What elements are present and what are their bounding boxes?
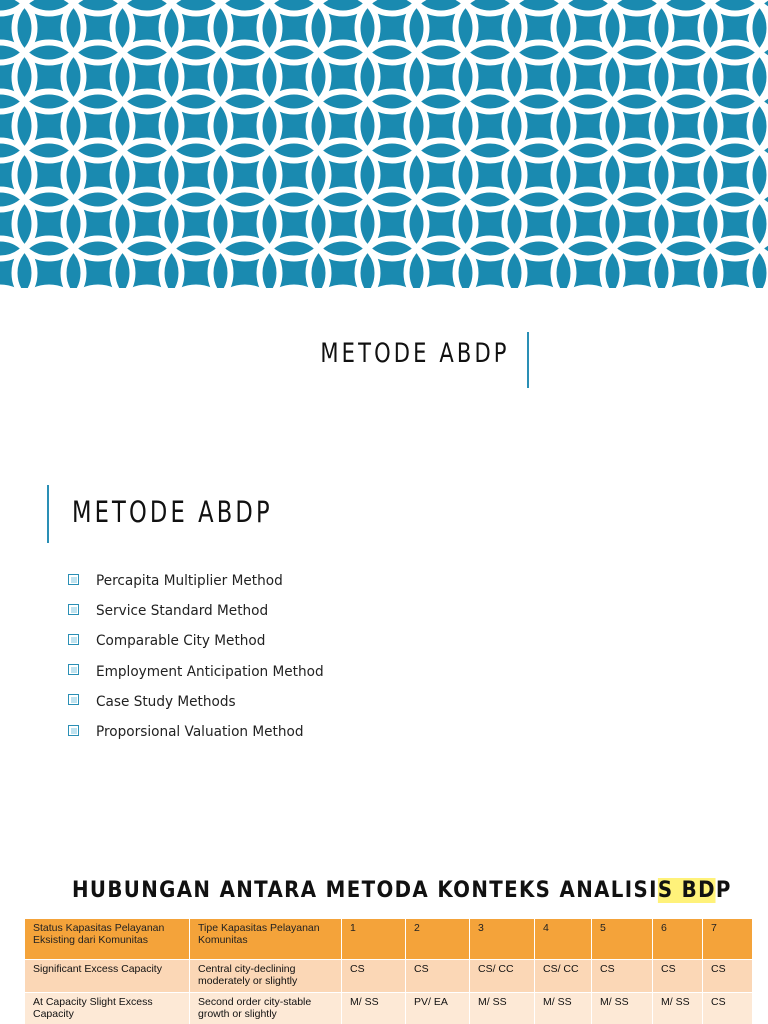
- pattern-ring: [456, 288, 525, 289]
- table-cell: At Capacity Slight Excess Capacity: [25, 993, 190, 1024]
- slide-heading: METODE ABDP: [72, 495, 273, 529]
- pattern-ring: [211, 288, 280, 289]
- checkbox-bullet-icon: [68, 634, 79, 645]
- table-cell: Second order city-stable growth or slightly: [190, 993, 342, 1024]
- pattern-ring: [701, 239, 768, 289]
- table-cell: M/ SS: [653, 993, 703, 1024]
- table-header-cell: 7: [703, 919, 753, 960]
- pattern-ring: [652, 288, 721, 289]
- list-item: Case Study Methods: [68, 687, 338, 717]
- table-cell: M/ SS: [535, 993, 592, 1024]
- pattern-ring: [505, 288, 574, 289]
- table-cell: CS/ CC: [470, 960, 535, 993]
- table-cell: M/ SS: [342, 993, 406, 1024]
- title-slide-header: [0, 330, 768, 390]
- pattern-ring: [64, 288, 133, 289]
- table-row: [25, 960, 753, 993]
- list-item: Employment Anticipation Method: [68, 657, 338, 687]
- checkbox-bullet-icon: [68, 664, 79, 675]
- pattern-ring: [603, 288, 672, 289]
- checkbox-bullet-icon: [68, 604, 79, 615]
- pattern-ring: [554, 288, 623, 289]
- table-header-cell: 1: [342, 919, 406, 960]
- table-cell: M/ SS: [470, 993, 535, 1024]
- heading-text: HUBUNGAN ANTARA METODA KONTEKS ANALISI: [72, 878, 658, 903]
- table-cell: CS: [342, 960, 406, 993]
- table-row: [25, 993, 753, 1024]
- table-header-cell: 6: [653, 919, 703, 960]
- list-item: Percapita Multiplier Method: [68, 566, 338, 596]
- table-header-cell: 5: [592, 919, 653, 960]
- table-cell: CS/ CC: [535, 960, 592, 993]
- table-cell: PV/ EA: [406, 993, 470, 1024]
- checkbox-bullet-icon: [68, 725, 79, 736]
- accent-bar: [47, 485, 49, 543]
- table-header-row: [25, 919, 753, 960]
- list-item: Service Standard Method: [68, 596, 338, 626]
- slide-heading: [72, 878, 732, 903]
- table-cell: CS: [406, 960, 470, 993]
- heading-text-end: P: [715, 878, 732, 903]
- pattern-banner: [0, 0, 768, 288]
- relation-table: [24, 918, 753, 1024]
- table-header-cell: Tipe Kapasitas Pelayanan Komunitas: [190, 919, 342, 960]
- method-list: [68, 566, 338, 747]
- pattern-ring: [701, 288, 768, 289]
- pattern-ring: [15, 288, 84, 289]
- table-cell: CS: [703, 993, 753, 1024]
- table-header-cell: Status Kapasitas Pelayanan Eksisting dari Komunitas: [25, 919, 190, 960]
- table-cell: CS: [653, 960, 703, 993]
- pattern-ring: [309, 288, 378, 289]
- checkbox-bullet-icon: [68, 574, 79, 585]
- pattern-ring: [113, 288, 182, 289]
- list-item: Proporsional Valuation Method: [68, 717, 338, 747]
- table-header-cell: 4: [535, 919, 592, 960]
- list-item: Comparable City Method: [68, 626, 338, 656]
- accent-bar: [527, 332, 529, 388]
- table-cell: CS: [592, 960, 653, 993]
- table-cell: Central city-declining moderately or slightly: [190, 960, 342, 993]
- pattern-ring: [260, 288, 329, 289]
- pattern-ring: [358, 288, 427, 289]
- checkbox-bullet-icon: [68, 694, 79, 705]
- pattern-ring: [407, 288, 476, 289]
- circle-pattern: [0, 0, 768, 288]
- table-cell: M/ SS: [592, 993, 653, 1024]
- slide-title: METODE ABDP: [320, 338, 510, 369]
- table-header-cell: 2: [406, 919, 470, 960]
- table-cell: CS: [703, 960, 753, 993]
- pattern-ring: [162, 288, 231, 289]
- highlighted-text: S BD: [657, 878, 716, 903]
- table-cell: Significant Excess Capacity: [25, 960, 190, 993]
- table-header-cell: 3: [470, 919, 535, 960]
